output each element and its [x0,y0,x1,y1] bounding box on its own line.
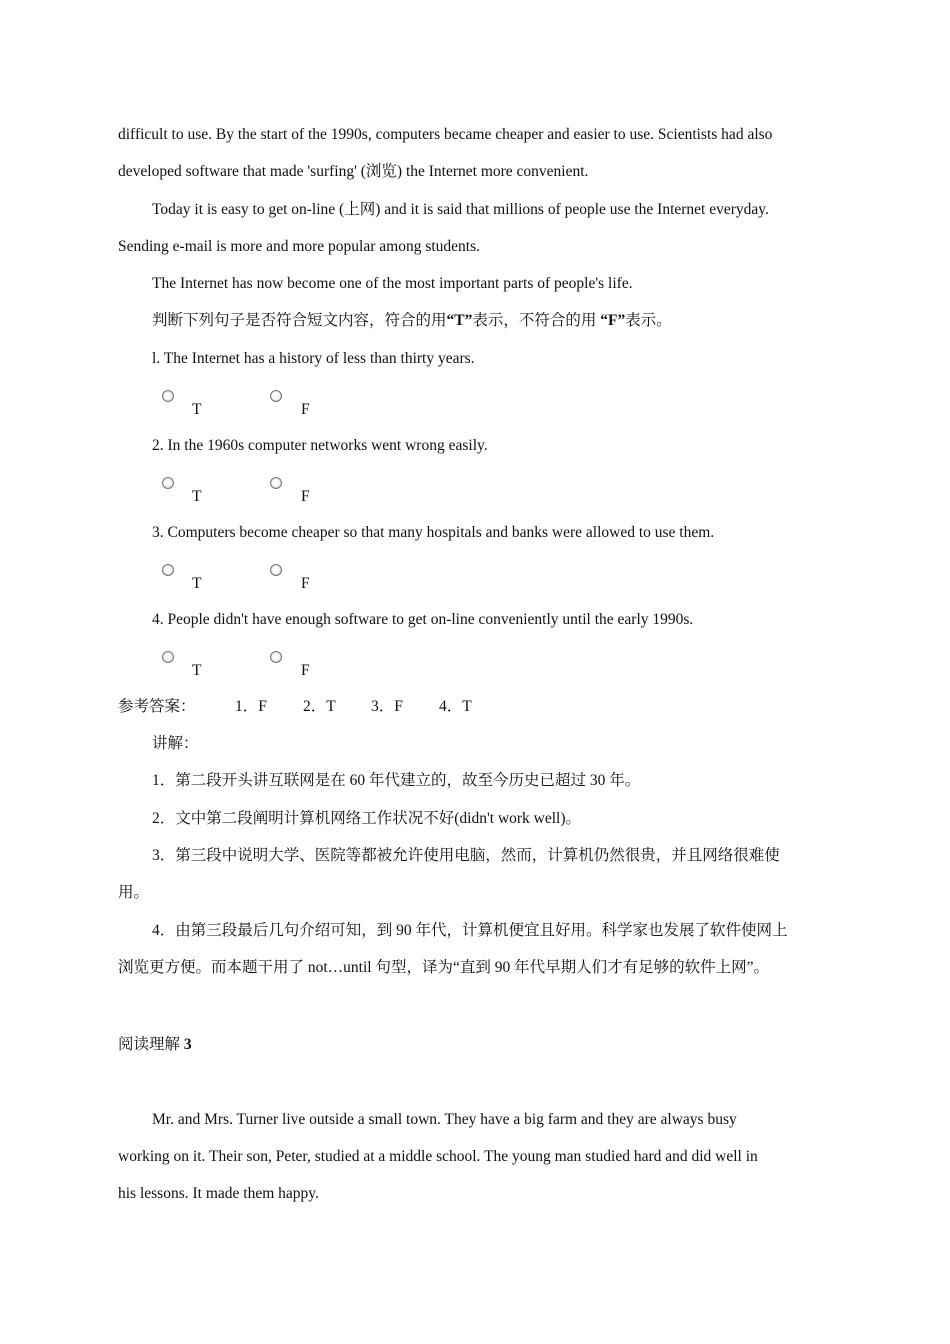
explanation-item: 3．第三段中说明大学、医院等都被允许使用电脑，然而，计算机仍然很贵，并且网络很难使 [152,847,780,864]
option-label: T [192,662,202,679]
explanation-item: 1．第二段开头讲互联网是在 60 年代建立的，故至今历史已超过 30 年。 [152,772,641,789]
option-label: F [301,488,310,505]
explanation-item: 浏览更方便。而本题干用了 not…until 句型，译为“直到 90 年代早期人们才有足够的软件上网”。 [118,959,769,976]
option-label: T [192,488,202,505]
passage-line: his lessons. It made them happy. [118,1185,319,1202]
instruction-text: 判断下列句子是否符合短文内容，符合的用 [152,312,447,329]
radio-false[interactable] [270,651,282,663]
option-label: T [192,575,202,592]
answer-key [118,697,472,717]
passage-line: working on it. Their son, Peter, studied at a middle school. The young man studied hard and did well in [118,1148,758,1165]
passage-line: developed software that made 'surfing' (浏览) the Internet more convenient. [118,163,589,180]
passage-line: Mr. and Mrs. Turner live outside a small town. They have a big farm and they are always busy [152,1111,737,1128]
explanation-item: 4．由第三段最后几句介绍可知，到 90 年代，计算机便宜且好用。科学家也发展了软件使网上 [152,922,788,939]
answer-item: 1．F [235,698,267,715]
option-label: F [301,401,310,418]
instruction-text: 表示，不符合的用 [472,312,601,329]
passage-line: difficult to use. By the start of the 1990s, computers became cheaper and easier to use. Scientists had also [118,126,773,143]
passage-line: Sending e-mail is more and more popular among students. [118,238,481,255]
explanation-item: 2．文中第二段阐明计算机网络工作状况不好(didn't work well)。 [152,810,582,827]
radio-false[interactable] [270,564,282,576]
question-text: 4. People didn't have enough software to get on-line conveniently until the early 1990s. [152,611,694,628]
t-mark: “T” [446,312,473,329]
section-heading-number: 3 [183,1036,192,1053]
question-text: 2. In the 1960s computer networks went wrong easily. [152,437,488,454]
option-label: F [301,575,310,592]
section-heading [118,1035,192,1055]
passage-line: Today it is easy to get on-line (上网) and it is said that millions of people use the Internet everyday. [152,201,769,218]
option-label: F [301,662,310,679]
f-mark: “F” [600,312,626,329]
radio-true[interactable] [162,564,174,576]
explanation-label: 讲解： [152,735,199,752]
answer-item: 3．F [371,698,403,715]
radio-true[interactable] [162,651,174,663]
radio-false[interactable] [270,390,282,402]
section-heading-text: 阅读理解 [118,1036,184,1053]
instruction [152,311,672,331]
radio-true[interactable] [162,390,174,402]
answer-item: 4．T [439,698,472,715]
answer-item: 2．T [303,698,336,715]
question-text: l. The Internet has a history of less than thirty years. [152,350,475,367]
radio-true[interactable] [162,477,174,489]
question-text: 3. Computers become cheaper so that many hospitals and banks were allowed to use them. [152,524,715,541]
radio-false[interactable] [270,477,282,489]
answer-label: 参考答案： [118,698,196,715]
instruction-text: 表示。 [625,312,672,329]
explanation-item: 用。 [118,884,150,901]
option-label: T [192,401,202,418]
passage-line: The Internet has now become one of the most important parts of people's life. [152,275,633,292]
